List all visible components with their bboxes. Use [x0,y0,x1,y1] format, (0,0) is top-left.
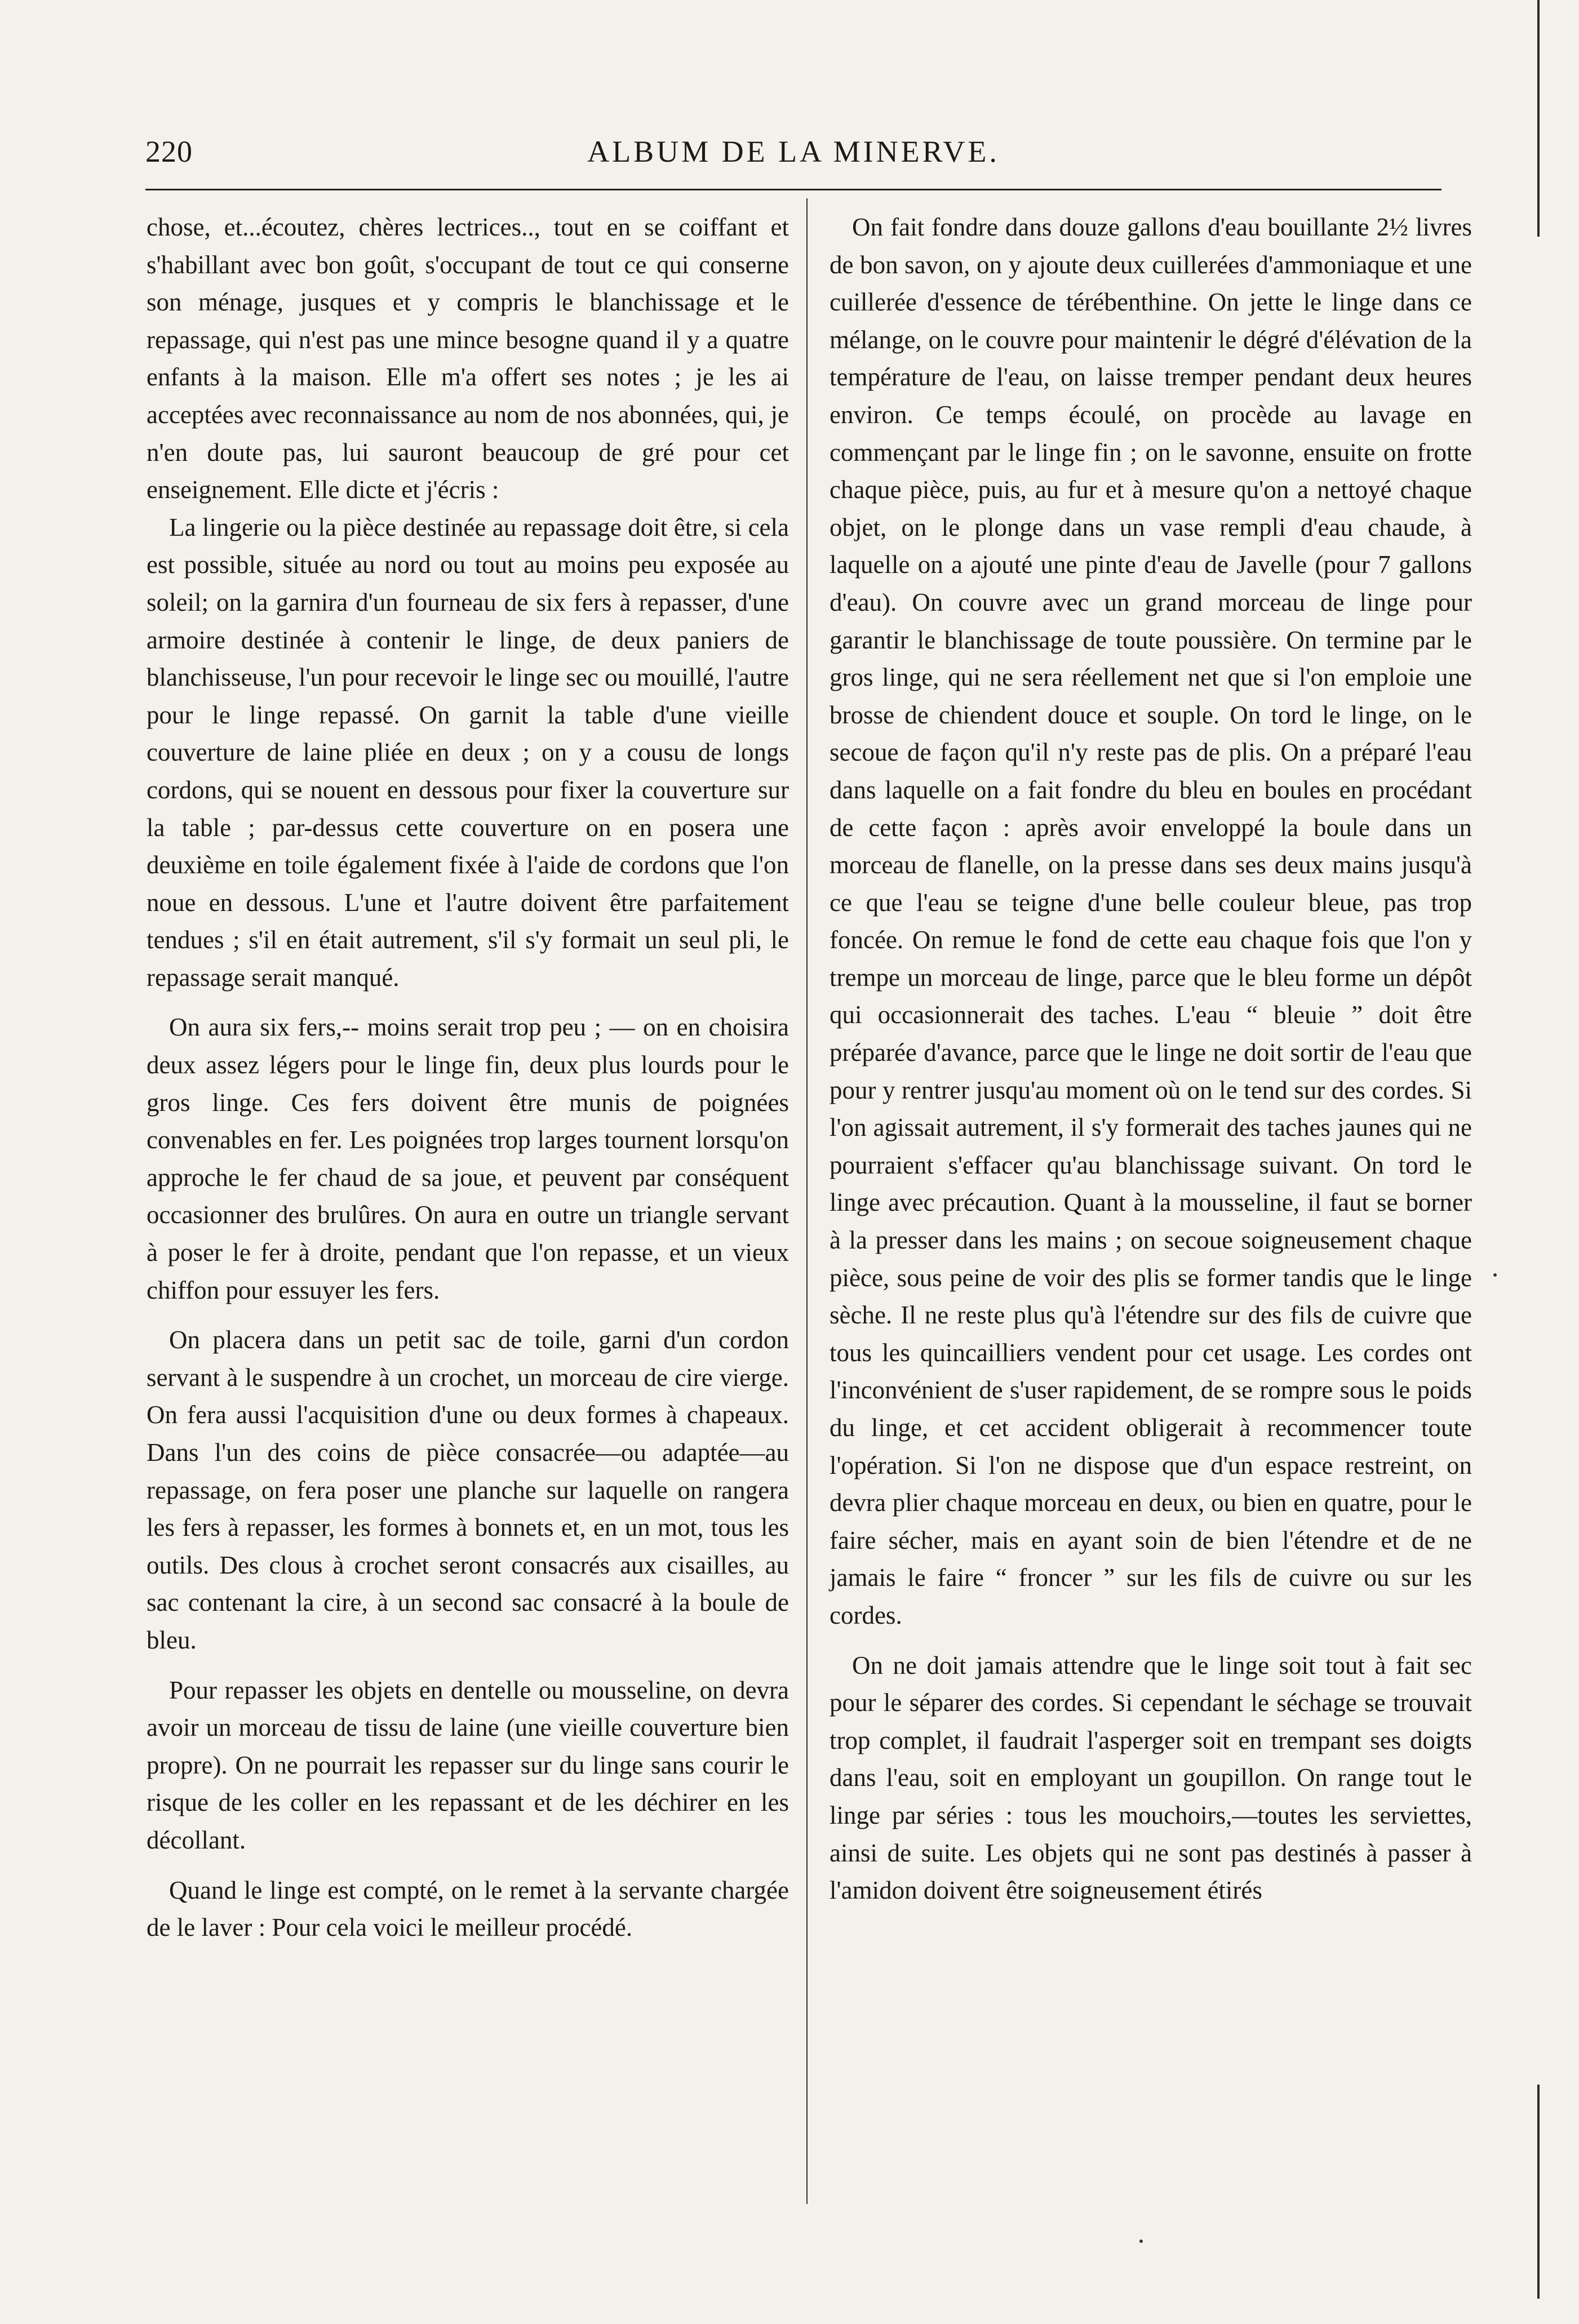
paragraph: On aura six fers,-- moins serait trop peu ; — on en choisira deux assez légers pour le linge fin, deux plus lourds pour le gros linge. Ces fers doivent être munis de poignées convenables en fer. Les poignées trop larges tournent lorsqu'on approche le fer chaud de sa joue, et peuvent par conséquent occasionner des brulûres. On aura en outre un triangle servant à poser le fer à droite, pendant que l'on repasse, et un vieux chiffon pour essuyer les fers. [147,1013,789,1304]
paragraph: La lingerie ou la pièce destinée au repassage doit être, si cela est possible, située au nord ou tout au moins peu exposée au soleil; on la garnira d'un fourneau de six fers à repasser, d'une armoire destinée à contenir le linge, de deux paniers de blanchisseuse, l'un pour recevoir le linge sec ou mouillé, l'autre pour le linge repassé. On garnit la table d'une vieille couverture de laine pliée en deux ; on y a cousu de longs cordons, qui se nouent en dessous pour fixer la couverture sur la table ; par-dessus cette couverture on en posera une deuxième en toile également fixée à l'aide de cordons que l'on noue en dessous. L'une et l'autre doivent être parfaitement tendues ; s'il en était autrement, s'il s'y formait un seul pli, le repassage serait manqué. [147,513,789,992]
paragraph: On placera dans un petit sac de toile, garni d'un cordon servant à le suspendre à un crochet, un morceau de cire vierge. On fera aussi l'acquisition d'une ou deux formes à chapeaux. Dans l'un des coins de pièce consacrée—ou adaptée—au repassage, on fera poser une planche sur laquelle on rangera les fers à repasser, les formes à bonnets et, en un mot, tous les outils. Des clous à crochet seront consacrés aux cisailles, au sac contenant la cire, à un second sac consacré à la boule de bleu. [147,1326,789,1654]
page-edge-mark [1537,0,1540,237]
paragraph: chose, et...écoutez, chères lectrices.., tout en se coiffant et s'habillant avec bon goût, s'occupant de tout ce qui conserne son ménage, jusques et y compris le blanchissage et le repassage, qui n'est pas une mince besogne quand il y a quatre enfants à la maison. Elle m'a offert ses notes ; je les ai acceptées avec reconnaissance au nom de nos abonnées, qui, je n'en doute pas, lui sauront beaucoup de gré pour cet enseignement. Elle dicte et j'écris : [147,213,789,504]
running-title: ALBUM DE LA MINERVE. [587,135,1000,168]
paragraph: On fait fondre dans douze gallons d'eau bouillante 2½ livres de bon savon, on y ajoute deux cuillerées d'ammoniaque et une cuillerée d'essence de térébenthine. On jette le linge dans ce mélange, on le couvre pour maintenir le dégré d'élévation de la température de l'eau, on laisse tremper pendant deux heures environ. Ce temps écoulé, on procède au lavage en commençant par le linge fin ; on le savonne, ensuite on frotte chaque pièce, puis, au fur et à mesure qu'on a nettoyé chaque objet, on le plonge dans un vase rempli d'eau chaude, à laquelle on a ajouté une pinte d'eau de Javelle (pour 7 gallons d'eau). On couvre avec un grand morceau de linge pour garantir le blanchissage de toute poussière. On termine par le gros linge, qui ne sera réellement net que si l'on emploie une brosse de chiendent douce et souple. On tord le linge, on le secoue de façon qu'il n'y reste pas de plis. On a préparé l'eau dans laquelle on a fait fondre du bleu en boules en procédant de cette façon : après avoir enveloppé la boule dans un morceau de flanelle, on la presse dans ses deux mains jusqu'à ce que l'eau se teigne d'une belle couleur bleue, pas trop foncée. On remue le fond de cette eau chaque fois que l'on y trempe un morceau de linge, parce que le bleu forme un dépôt qui occasionnerait des taches. L'eau “ bleuie ” doit être préparée d'avance, parce que le linge ne doit sortir de l'eau que pour y rentrer jusqu'au moment où on le tend sur des cordes. Si l'on agissait autrement, il s'y formerait des taches jaunes qui ne pourraient s'effacer qu'au blanchissage suivant. On tord le linge avec précaution. Quant à la mousseline, il faut se borner à la presser dans les mains ; on secoue soigneusement chaque pièce, sous peine de voir des plis se former tandis que le linge sèche. Il ne reste plus qu'à l'étendre sur des fils de cuivre que tous les quincailliers vendent pour cet usage. Les cordes ont l'inconvénient de s'user rapidement, de se rompre sous le poids du linge, et cet accident obligerait à recommencer toute l'opération. Si l'on ne dispose que d'un espace restreint, on devra plier chaque morceau en deux, ou bien en quatre, pour le faire sécher, mais en ayant soin de bien l'étendre et de ne jamais le faire “ froncer ” sur les fils de cuivre ou sur les cordes. [830,213,1472,1629]
right-column [830,208,1472,1909]
left-column [147,208,789,1947]
page-edge-mark [1537,2085,1540,2299]
header-rule [145,189,1441,190]
ink-speck [1139,2239,1143,2243]
paragraph: Pour repasser les objets en dentelle ou mousseline, on devra avoir un morceau de tissu de laine (une vieille couverture bien propre). On ne pourrait les repasser sur du linge sans courir le risque de les coller en les repassant et de les déchirer en les décollant. [147,1676,789,1854]
paragraph: Quand le linge est compté, on le remet à la servante chargée de le laver : Pour cela voici le meilleur procédé. [147,1876,789,1942]
page-number: 220 [145,135,193,168]
paragraph: On ne doit jamais attendre que le linge soit tout à fait sec pour le séparer des cordes. Si cependant le séchage se trouvait trop complet, il faudrait l'asperger soit en trempant ses doigts dans l'eau, soit en employant un goupillon. On range tout le linge par séries : tous les mouchoirs,—toutes les serviettes, ainsi de suite. Les objets qui ne sont pas destinés à passer à l'amidon doivent être soigneusement étirés [830,1651,1472,1905]
page-header [145,134,1441,179]
ink-speck [1493,1273,1497,1277]
column-divider [806,198,808,2204]
